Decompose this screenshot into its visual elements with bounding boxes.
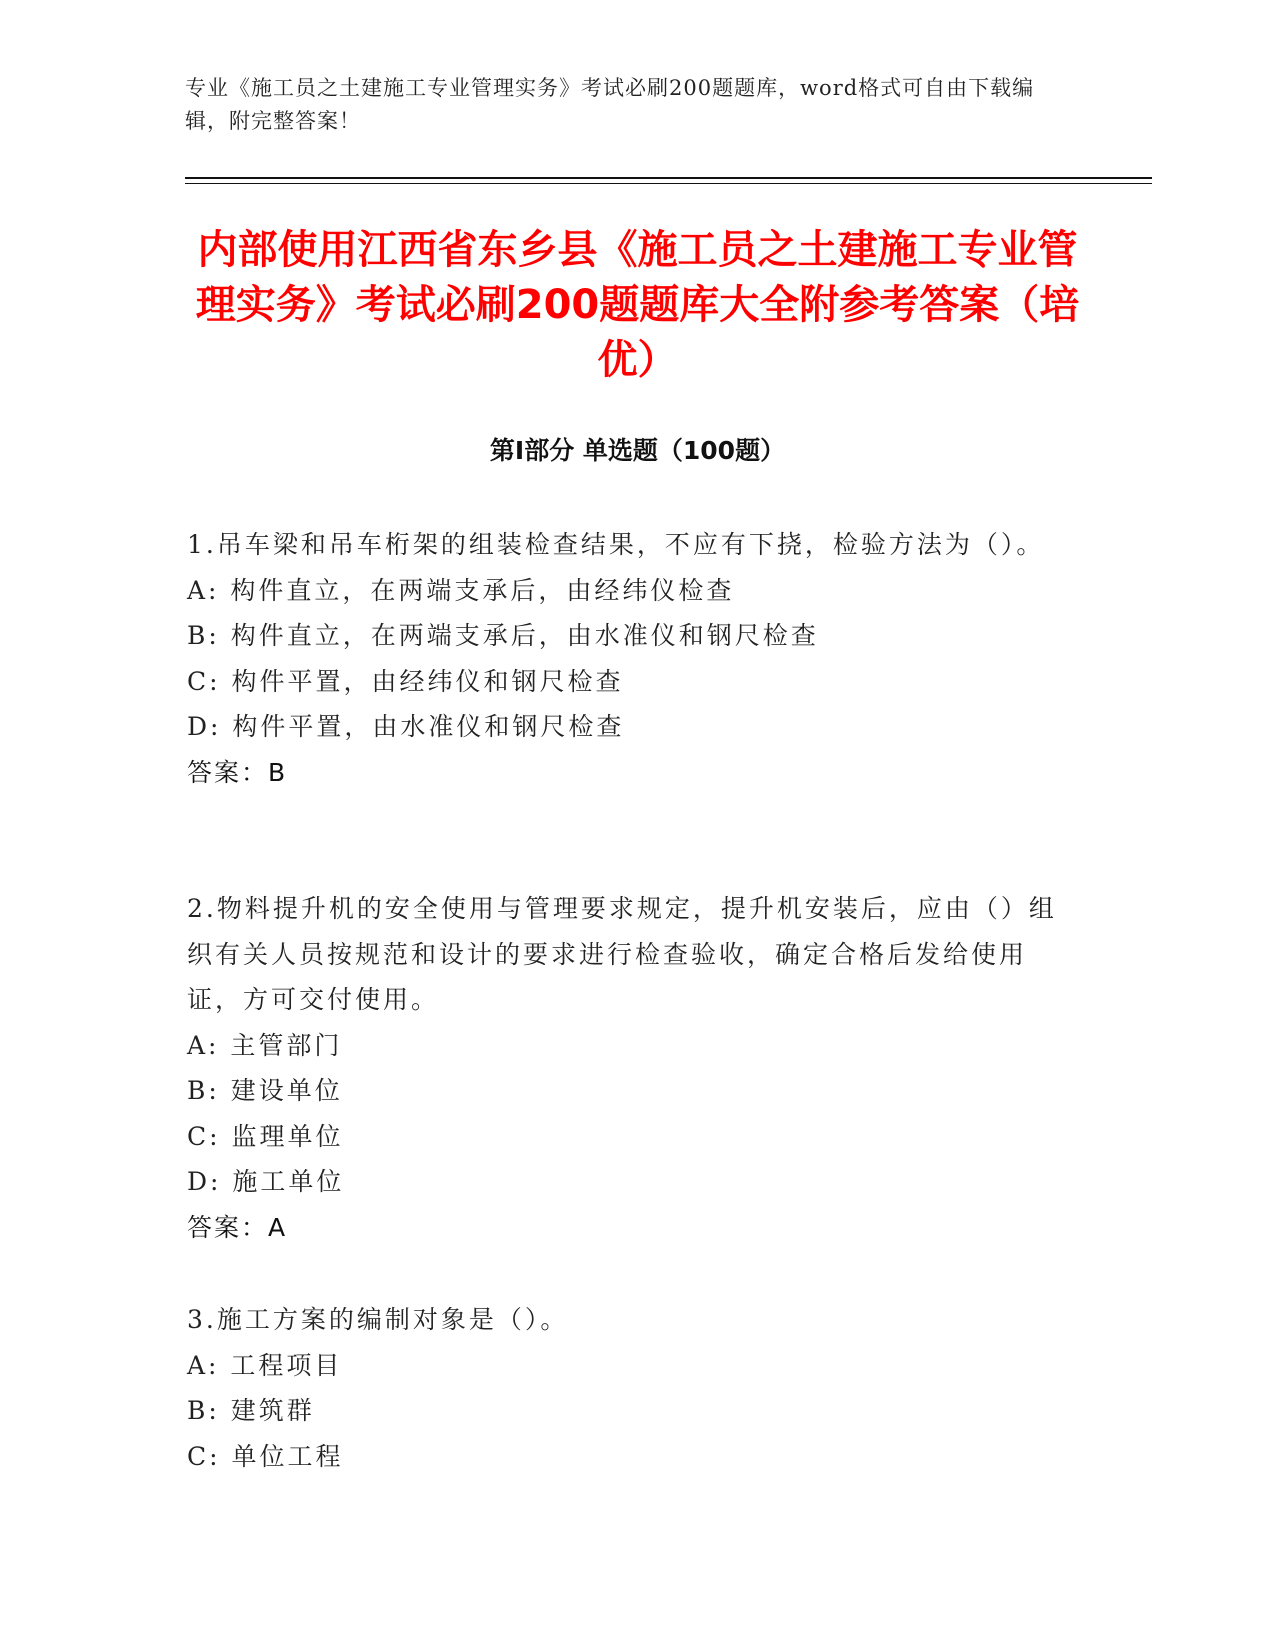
option-b: B: 建筑群 (187, 1396, 315, 1425)
header-note: 专业《施工员之土建施工专业管理实务》考试必刷200题题库，word格式可自由下载编辑，附完整答案！ (185, 76, 1035, 133)
option-c: C: 监理单位 (187, 1121, 344, 1151)
option-b: B: 建设单位 (187, 1076, 343, 1105)
answer: 答案：B (187, 757, 288, 787)
question-1 (187, 522, 1067, 795)
header-rule-thin (185, 183, 1152, 184)
question-stem: 3.施工方案的编制对象是（）。 (187, 1305, 569, 1334)
option-d: D: 施工单位 (187, 1167, 345, 1196)
section-title: 第Ⅰ部分 单选题（100题） (489, 436, 786, 465)
option-a: A: 工程项目 (187, 1350, 343, 1380)
question-3 (187, 1297, 1067, 1479)
question-stem: 1.吊车梁和吊车桁架的组装检查结果，不应有下挠，检验方法为（）。 (187, 530, 1045, 559)
header-rule-thick (185, 177, 1152, 179)
option-d: D: 构件平置，由水准仪和钢尺检查 (187, 712, 625, 741)
option-a: A: 构件直立，在两端支承后，由经纬仪检查 (187, 575, 735, 605)
question-stem: 2.物料提升机的安全使用与管理要求规定，提升机安装后，应由（）组织有关人员按规范和设计的要求进行检查验收，确定合格后发给使用证，方可交付使用。 (187, 894, 1057, 1014)
document-title: 内部使用江西省东乡县《施工员之土建施工专业管理实务》考试必刷200题题库大全附参考答案（培优） (195, 227, 1080, 383)
option-c: C: 构件平置，由经纬仪和钢尺检查 (187, 666, 624, 696)
option-b: B: 构件直立，在两端支承后，由水准仪和钢尺检查 (187, 621, 819, 650)
answer: 答案：A (187, 1212, 288, 1242)
option-a: A: 主管部门 (187, 1030, 343, 1060)
question-2 (187, 886, 1067, 1250)
option-c: C: 单位工程 (187, 1441, 344, 1471)
